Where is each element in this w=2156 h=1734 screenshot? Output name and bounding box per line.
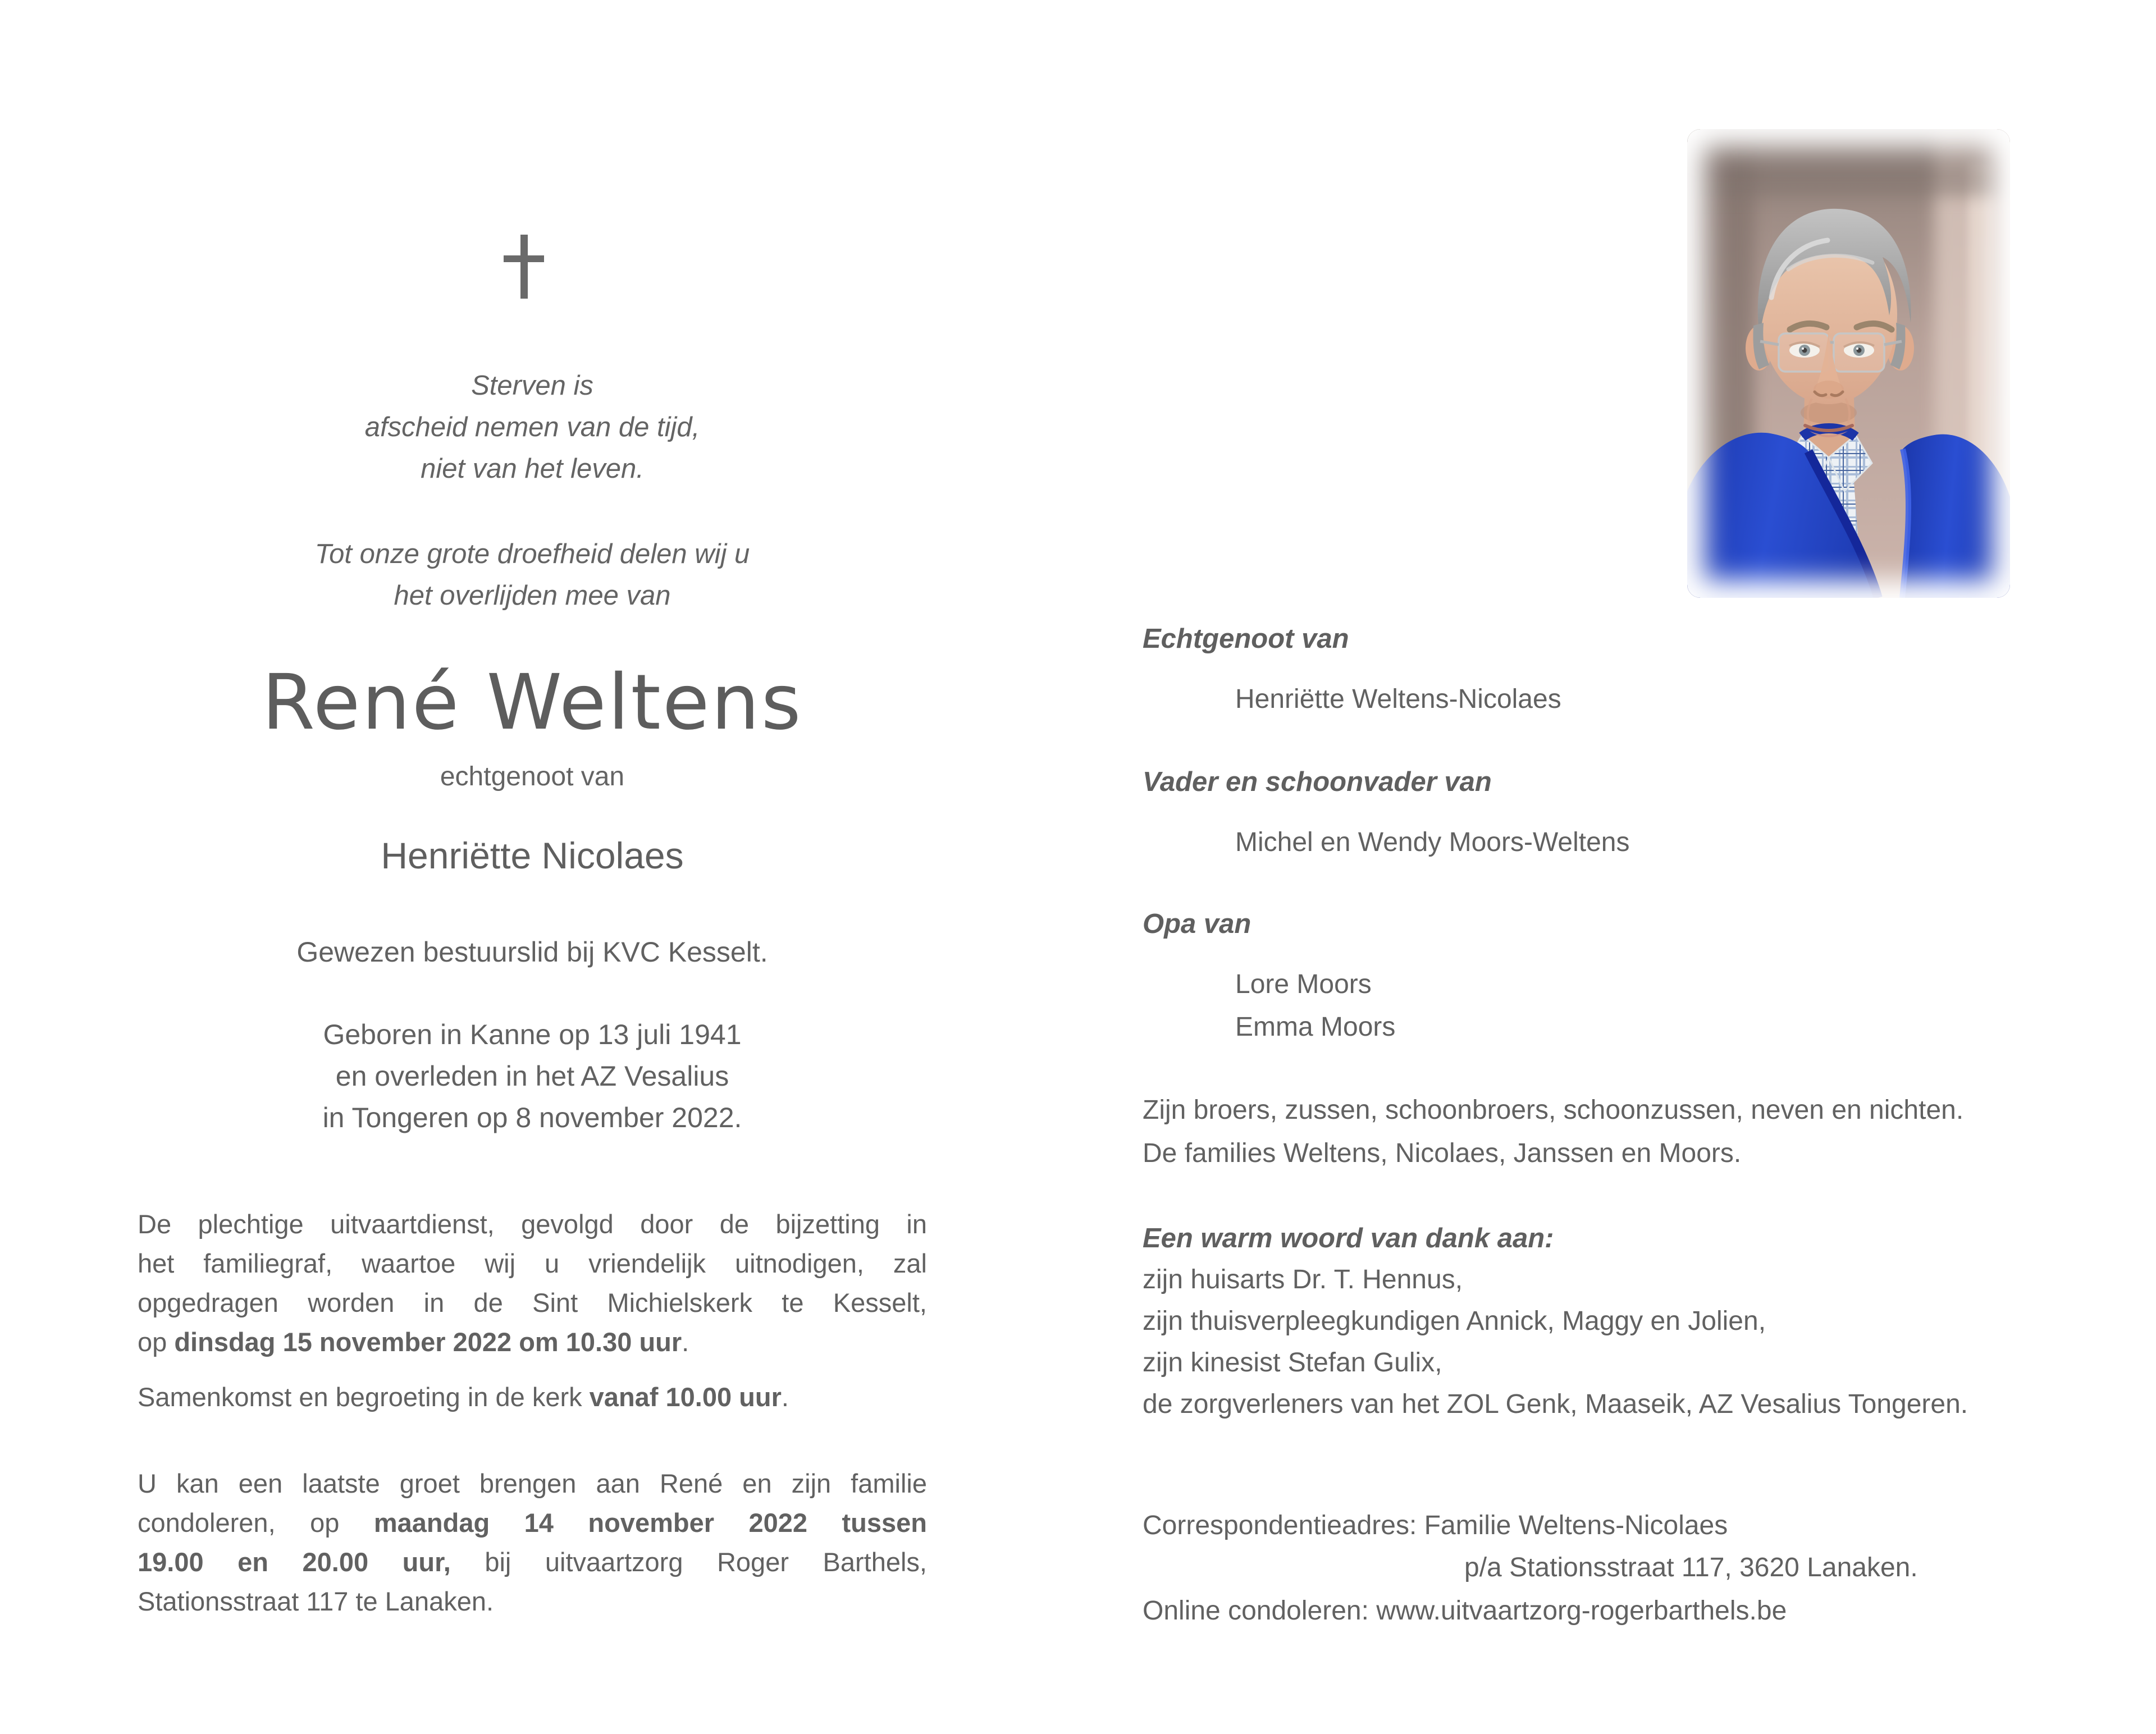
deceased-name: René Weltens — [262, 658, 803, 747]
condolence-line: U kan een laatste groet brengen aan René en zijn familie — [138, 1468, 927, 1498]
section-heading-opa: Opa van — [1143, 909, 1251, 939]
relation-label: echtgenoot van — [440, 762, 625, 791]
family-line: Zijn broers, zussen, schoonbroers, schoonzussen, neven en nichten. — [1143, 1095, 1964, 1125]
service-line: op dinsdag 15 november 2022 om 10.30 uur. — [138, 1327, 689, 1357]
online-condolence-line: Online condoleren: www.uitvaartzorg-rogerbarthels.be — [1143, 1596, 1787, 1626]
condolence-line: 19.00 en 20.00 uur, bij uitvaartzorg Roger Barthels, — [138, 1547, 927, 1577]
thanks-heading: Een warm woord van dank aan: — [1143, 1223, 1554, 1253]
right-column — [1143, 0, 2067, 1734]
announcement-intro — [138, 533, 927, 616]
intro-line: Tot onze grote droefheid delen wij u — [314, 539, 750, 569]
life-dates — [138, 1014, 927, 1138]
section-item: Lore Moors — [1235, 969, 1372, 999]
section-item: Henriëtte Weltens-Nicolaes — [1235, 684, 1561, 714]
family-line: De families Weltens, Nicolaes, Janssen en Moors. — [1143, 1138, 1742, 1168]
poem — [138, 365, 927, 489]
honorary-line: Gewezen bestuurslid bij KVC Kesselt. — [296, 936, 768, 968]
thanks-item: de zorgverleners van het ZOL Genk, Maaseik, AZ Vesalius Tongeren. — [1143, 1389, 1968, 1419]
intro-line: het overlijden mee van — [394, 580, 671, 611]
life-line: en overleden in het AZ Vesalius — [335, 1060, 729, 1092]
thanks-item: zijn kinesist Stefan Gulix, — [1143, 1348, 1442, 1378]
service-line: het familiegraf, waartoe wij u vriendelijk uitnodigen, zal — [138, 1248, 927, 1278]
left-column — [138, 0, 927, 1734]
poem-line: afscheid nemen van de tijd, — [364, 412, 700, 442]
section-heading-echtgenoot: Echtgenoot van — [1143, 624, 1349, 654]
service-line: opgedragen worden in de Sint Michielskerk te Kesselt, — [138, 1288, 927, 1317]
thanks-item: zijn huisarts Dr. T. Hennus, — [1143, 1265, 1463, 1294]
life-line: Geboren in Kanne op 13 juli 1941 — [323, 1019, 742, 1050]
poem-line: Sterven is — [471, 370, 593, 401]
cross-icon — [504, 235, 544, 299]
section-heading-vader: Vader en schoonvader van — [1143, 767, 1492, 797]
section-item: Michel en Wendy Moors-Weltens — [1235, 827, 1630, 857]
service-line: De plechtige uitvaartdienst, gevolgd door de bijzetting in — [138, 1209, 927, 1239]
condolence-line: Stationsstraat 117 te Lanaken. — [138, 1586, 494, 1616]
spouse-name: Henriëtte Nicolaes — [381, 835, 684, 876]
service-paragraph — [138, 1205, 927, 1362]
life-line: in Tongeren op 8 november 2022. — [322, 1102, 742, 1133]
condolence-paragraph — [138, 1464, 927, 1621]
condolence-line: condoleren, op maandag 14 november 2022 tussen — [138, 1508, 927, 1538]
section-item: Emma Moors — [1235, 1012, 1396, 1042]
gathering-line: Samenkomst en begroeting in de kerk vanaf 10.00 uur. — [138, 1382, 789, 1412]
thanks-item: zijn thuisverpleegkundigen Annick, Maggy en Jolien, — [1143, 1306, 1766, 1336]
correspondence-address-line: p/a Stationsstraat 117, 3620 Lanaken. — [1464, 1553, 1918, 1582]
correspondence-address-line: Correspondentieadres: Familie Weltens-Nicolaes — [1143, 1511, 1728, 1540]
poem-line: niet van het leven. — [421, 454, 644, 484]
